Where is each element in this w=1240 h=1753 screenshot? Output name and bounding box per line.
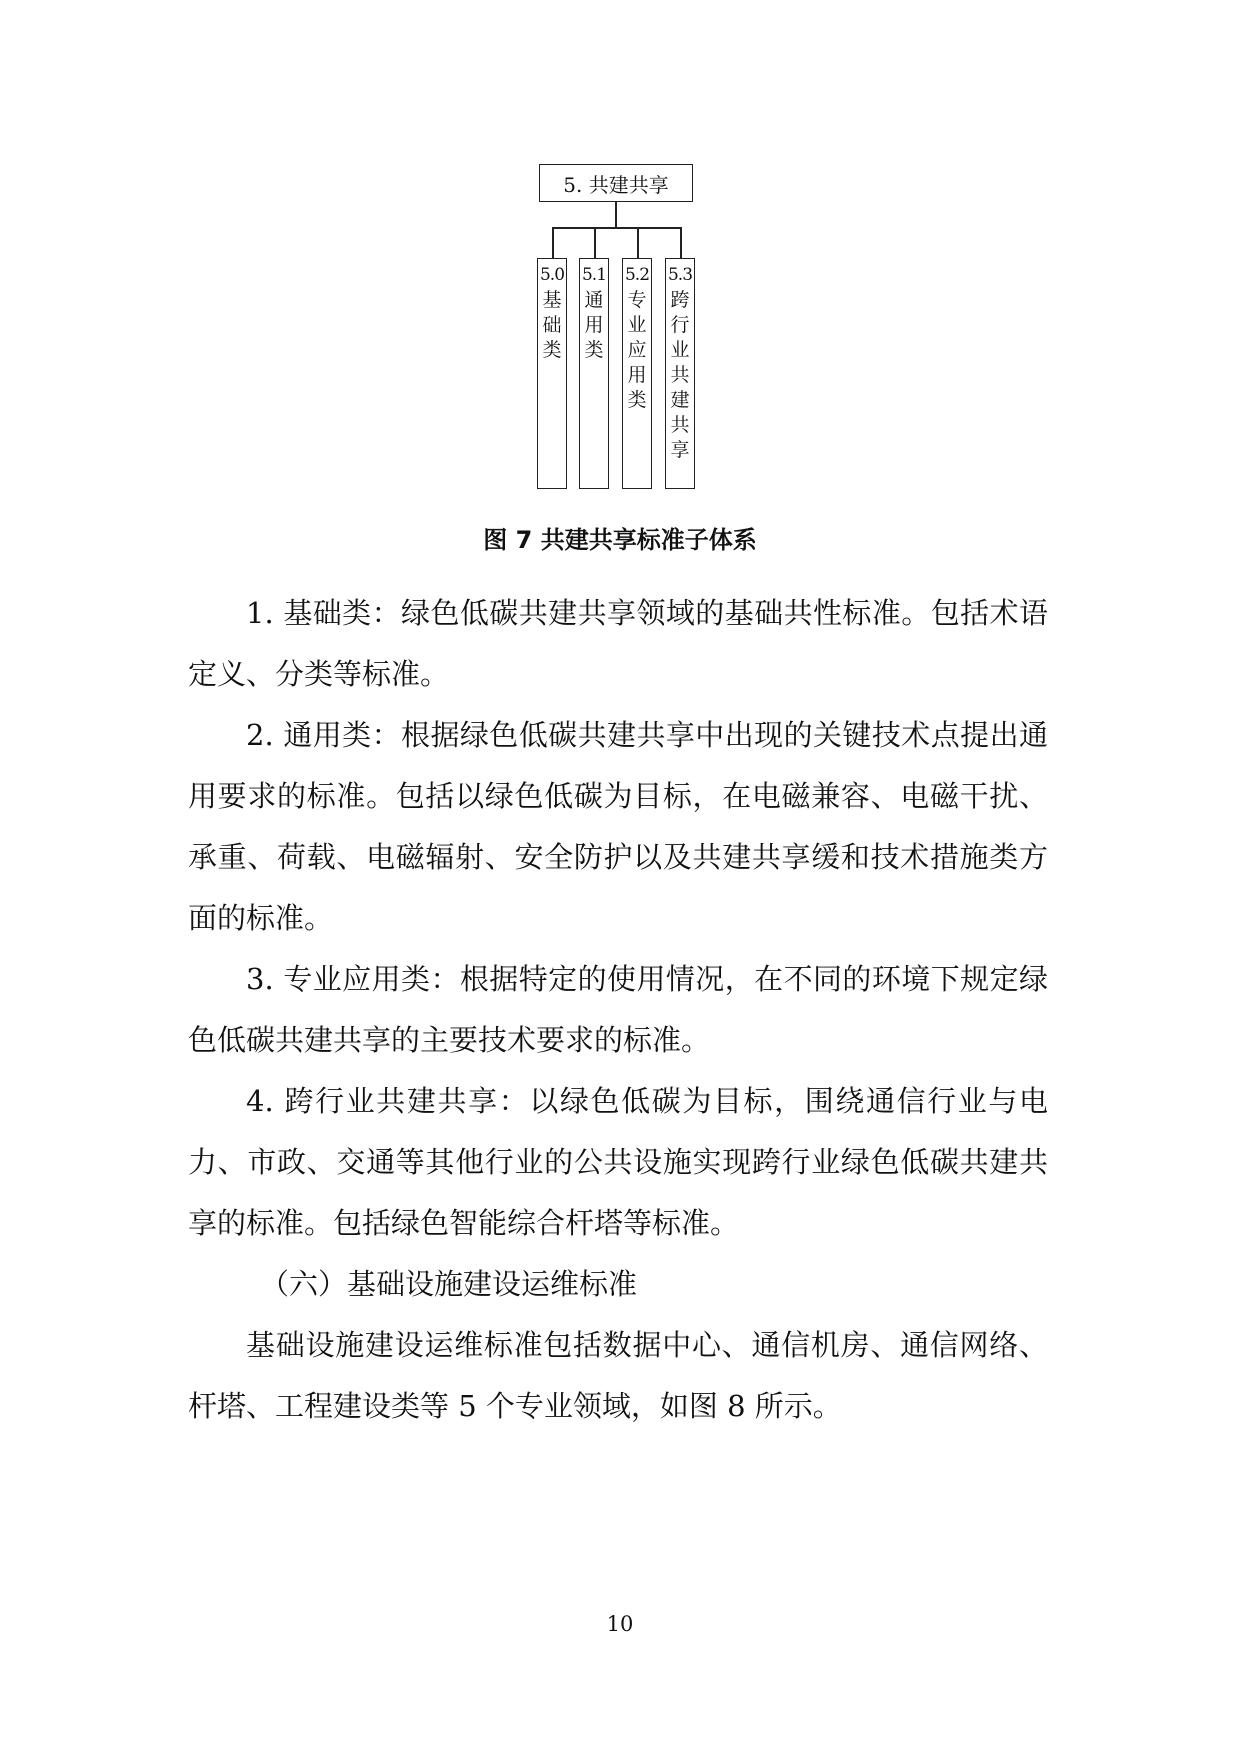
standard-subsystem-diagram [0, 0, 1240, 520]
node-name [627, 288, 646, 413]
node-name-char: 应 [627, 339, 647, 361]
paragraph-professional: 3. 专业应用类：根据特定的使用情况，在不同的环境下规定绿色低碳共建共享的主要技术要求的标准。 [188, 962, 1048, 1057]
paragraph-basic: 1. 基础类：绿色低碳共建共享领域的基础共性标准。包括术语定义、分类等标准。 [188, 596, 1048, 691]
diagram-root-node [539, 164, 693, 202]
diagram-node-professional [622, 258, 652, 489]
node-name-char: 行 [670, 314, 690, 336]
paragraph-general: 2. 通用类：根据绿色低碳共建共享中出现的关键技术点提出通用要求的标准。包括以绿色低碳为目标，在电磁兼容、电磁干扰、承重、荷载、电磁辐射、安全防护以及共建共享缓和技术措施类方面的标准。 [188, 718, 1048, 935]
node-code: 5.3 [667, 265, 693, 285]
node-code: 5.2 [624, 265, 650, 285]
node-name [670, 288, 689, 463]
section-heading: （六）基础设施建设运维标准 [260, 1267, 638, 1301]
node-name-char: 业 [627, 314, 647, 336]
node-name-char: 类 [542, 339, 562, 361]
diagram-node-basic [537, 258, 567, 489]
diagram-root-label: 5. 共建共享 [563, 172, 669, 197]
connector-child-3 [680, 227, 682, 258]
section-paragraph: 基础设施建设运维标准包括数据中心、通信机房、通信网络、杆塔、工程建设类等 5 个专业领域，如图 8 所示。 [188, 1328, 1048, 1423]
node-name-char: 础 [542, 314, 562, 336]
node-name-char: 业 [670, 339, 690, 361]
page-number: 10 [606, 1612, 634, 1636]
node-name-char: 基 [542, 289, 562, 311]
connector-horizontal [552, 227, 680, 229]
node-name-char: 共 [670, 414, 690, 436]
paragraph-cross-industry: 4. 跨行业共建共享：以绿色低碳为目标，围绕通信行业与电力、市政、交通等其他行业的公共设施实现跨行业绿色低碳共建共享的标准。包括绿色智能综合杆塔等标准。 [188, 1084, 1048, 1240]
node-name-char: 类 [584, 339, 604, 361]
node-name-char: 专 [627, 289, 647, 311]
node-name-char: 用 [584, 314, 604, 336]
node-name-char: 类 [627, 389, 647, 411]
node-name-char: 享 [670, 439, 690, 461]
node-name [542, 288, 561, 363]
node-code: 5.0 [539, 265, 565, 285]
diagram-node-general [579, 258, 609, 489]
body-text [188, 583, 1048, 1437]
node-name-char: 建 [670, 389, 690, 411]
connector-child-0 [552, 227, 554, 258]
node-name-char: 通 [584, 289, 604, 311]
node-name-char: 跨 [670, 289, 690, 311]
connector-child-1 [594, 227, 596, 258]
node-name-char: 共 [670, 364, 690, 386]
node-name-char: 用 [627, 364, 647, 386]
node-name [584, 288, 603, 363]
figure-caption: 图 7 共建共享标准子体系 [483, 526, 757, 554]
connector-child-2 [637, 227, 639, 258]
connector-root-down [615, 202, 617, 227]
node-code: 5.1 [581, 265, 607, 285]
diagram-node-cross-industry [665, 258, 695, 489]
